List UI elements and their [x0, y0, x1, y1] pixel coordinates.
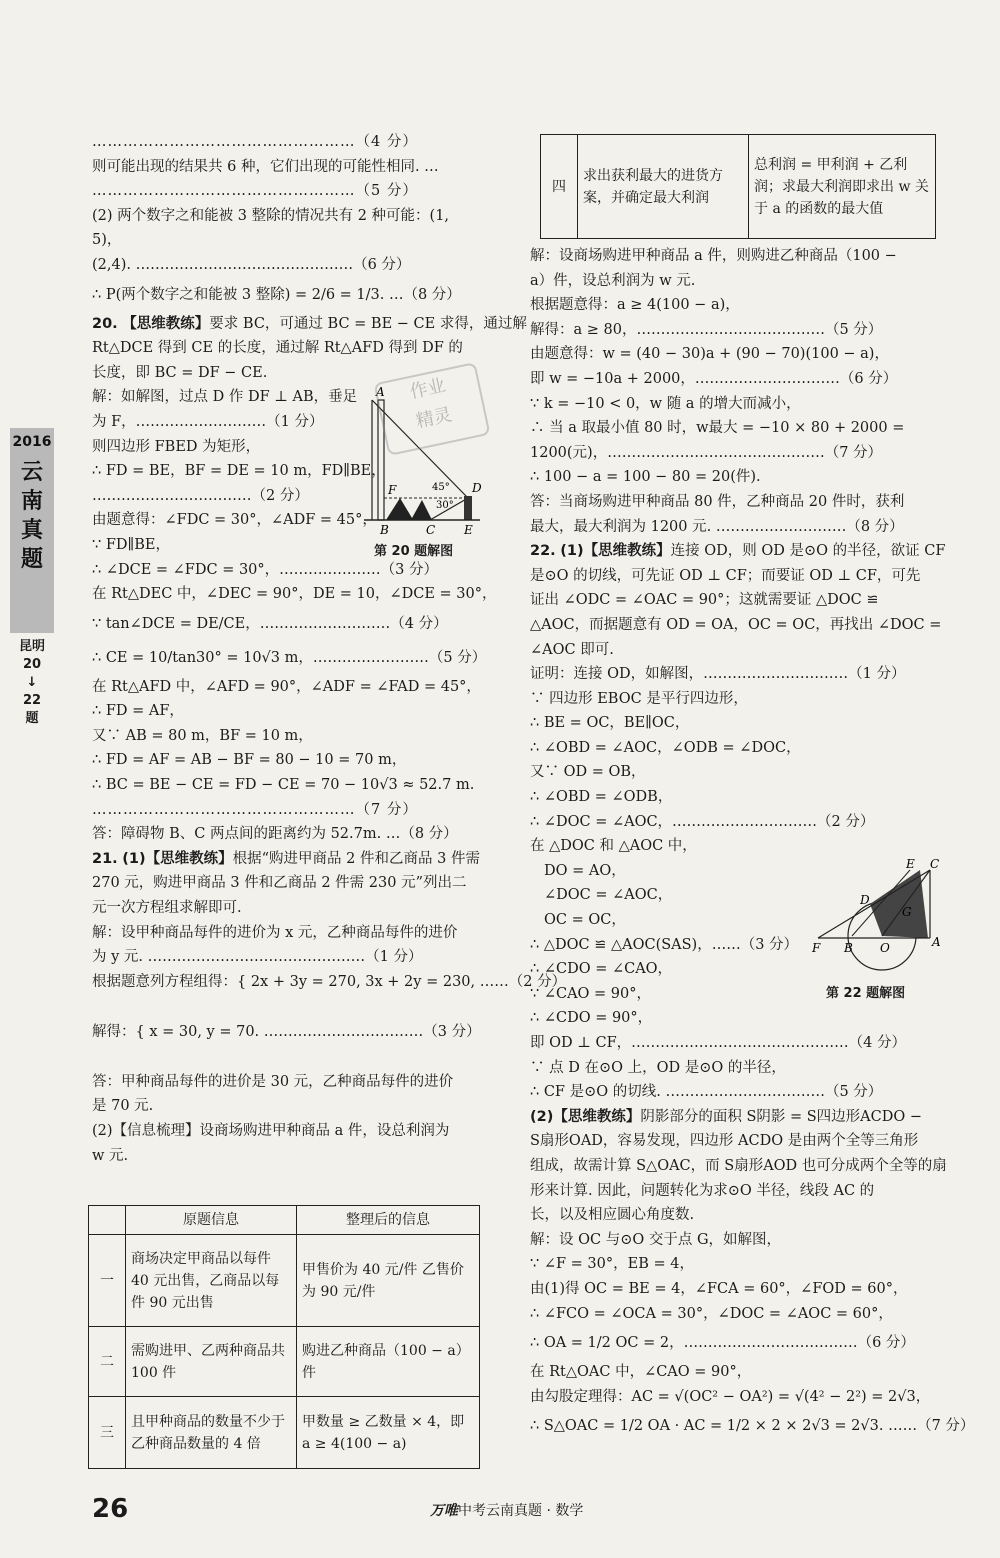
- question-number: 20.: [92, 315, 118, 332]
- page-number: 26: [92, 1494, 129, 1524]
- text-line: (2,4). ………………………………………（6 分）: [92, 256, 411, 273]
- text-line: 形来计算. 因此，问题转化为求⊙O 半径，线段 AC 的: [530, 1182, 875, 1199]
- text-line: 是 70 元.: [92, 1098, 154, 1115]
- q22-header: [530, 539, 946, 564]
- table-cell: 需购进甲、乙两种商品共 100 件: [126, 1327, 297, 1397]
- text-line: 由(1)得 OC = BE = 4，∠FCA = 60°，∠FOD = 60°，: [530, 1280, 908, 1297]
- text-line: 解：设商场购进甲种商品 a 件，则购进乙种商品（100 −: [530, 248, 897, 264]
- table-cell: 一: [89, 1235, 126, 1327]
- text-line: 为 F，………………………（1 分）: [92, 413, 324, 430]
- figure-label: E: [906, 857, 915, 871]
- text-line: ……………………………………………（5 分）: [92, 183, 418, 200]
- figure-22-shaded-region: [870, 870, 928, 938]
- table-row: [541, 135, 936, 239]
- text-line: ∴ CF 是⊙O 的切线. ……………………………（5 分）: [530, 1084, 883, 1101]
- text-line: 又∵ OD = OB，: [530, 764, 646, 781]
- figure-label: E: [464, 523, 473, 537]
- figure-label: 30°: [436, 500, 454, 511]
- text-line: ∴ S△OAC = 1/2 OA · AC = 1/2 × 2 × 2√3 = 2√3. ……（7 分）: [530, 1418, 975, 1435]
- text-line: ∴ CE = 10/tan30° = 10√3 m，……………………（5 分）: [92, 649, 487, 666]
- text-line: 5)，: [92, 232, 122, 249]
- side-tab-char: 真: [20, 518, 43, 543]
- text-line: (2)【信息梳理】设商场购进甲种商品 a 件，设总利润为: [92, 1123, 450, 1139]
- text-line: ∴ ∠DOC = ∠AOC，…………………………（2 分）: [530, 813, 875, 830]
- watermark-line: 作业: [407, 374, 448, 403]
- side-sub-line: 20: [22, 657, 42, 672]
- text-line: ∵ tan∠DCE = DE/CE，………………………（4 分）: [92, 615, 448, 632]
- figure-label: D: [472, 481, 482, 495]
- text-line: 在 △DOC 和 △AOC 中，: [530, 838, 697, 855]
- figure-20-obstacle: [386, 498, 432, 520]
- text-line: ∴ 当 a 取最小值 80 时，w最大 = −10 × 80 + 2000 =: [530, 420, 905, 437]
- text-line: ∵ k = −10 < 0，w 随 a 的增大而减小，: [530, 395, 801, 412]
- text-line: ∴ FD = BE，BF = DE = 10 m，FD∥BE，: [92, 463, 386, 480]
- info-table-part2: [540, 134, 936, 239]
- text-line: 最大，最大利润为 1200 元. ………………………（8 分）: [530, 518, 904, 535]
- thinking-tag: (2)【思维教练】: [530, 1108, 641, 1125]
- text-line: 在 Rt△OAC 中，∠CAO = 90°，: [530, 1364, 752, 1381]
- text-line: ∴ FD = AF，: [92, 703, 184, 720]
- table-row: [89, 1235, 480, 1327]
- text-line: ∵ ∠CAO = 90°，: [530, 985, 652, 1002]
- text-line: ∴ ∠CDO = 90°，: [530, 1010, 653, 1027]
- text-line: 是⊙O 的切线，可先证 OD ⊥ CF；而要证 OD ⊥ CF，可先: [530, 567, 921, 584]
- text-line: 阴影部分的面积 S阴影 = S四边形ACDO −: [640, 1108, 923, 1125]
- side-sub-line: 22: [22, 693, 42, 708]
- table-cell: 三: [89, 1397, 126, 1469]
- figure-22: [810, 856, 945, 966]
- text-line: ∠AOC 即可.: [530, 641, 614, 658]
- text-line: 即 OD ⊥ CF，………………………………………（4 分）: [530, 1035, 906, 1051]
- text-line: 由题意得：∠FDC = 30°，∠ADF = 45°，: [92, 512, 377, 529]
- figure-label: F: [388, 483, 397, 497]
- text-line: DO = AO，: [544, 862, 626, 879]
- text-line: 则可能出现的结果共 6 种，它们出现的可能性相同. …: [92, 158, 439, 175]
- text-line: ∴ ∠DCE = ∠FDC = 30°，…………………（3 分）: [92, 561, 438, 578]
- figure-22-caption: 第 22 题解图: [826, 986, 906, 1001]
- figure-20-caption: 第 20 题解图: [374, 544, 454, 559]
- text-line: ……………………………………………（7 分）: [92, 801, 418, 818]
- thinking-tag: (1)【思维教练】: [560, 543, 671, 560]
- side-subtitle: [10, 638, 54, 728]
- footer-brand: 万唯: [430, 1503, 458, 1519]
- text-line: ∴ FD = AF = AB − BF = 80 − 10 = 70 m，: [92, 752, 407, 769]
- text-line: (2) 两个数字之和能被 3 整除的情况共有 2 种可能：(1,: [92, 207, 450, 224]
- text-line: ∵ 点 D 在⊙O 上，OD 是⊙O 的半径，: [530, 1059, 786, 1076]
- figure-label: A: [932, 935, 941, 949]
- text-line: 解：设甲种商品每件的进价为 x 元，乙种商品每件的进价: [92, 924, 458, 941]
- question-number: 22.: [530, 543, 556, 560]
- text-line: ∴ ∠OBD = ∠ODB，: [530, 789, 673, 806]
- table-cell: 四: [541, 135, 578, 239]
- table-header-cell: 原题信息: [126, 1206, 297, 1235]
- text-line: 答：障碍物 B、C 两点间的距离约为 52.7m. …（8 分）: [92, 826, 458, 843]
- side-tab-char: 题: [20, 547, 43, 572]
- figure-20-pole: [464, 496, 472, 520]
- text-line: 元一次方程组求解即可.: [92, 900, 242, 917]
- text-line: 长，以及相应圆心角度数.: [530, 1207, 695, 1224]
- q21-header: [92, 847, 484, 872]
- table-row: [89, 1327, 480, 1397]
- figure-label: O: [880, 941, 890, 955]
- table-cell: 甲数量 ≥ 乙数量 × 4，即 a ≥ 4(100 − a): [297, 1397, 480, 1469]
- side-tab-char: 云: [20, 460, 43, 485]
- text-line: ∵ FD∥BE，: [92, 536, 170, 553]
- text-line: 答：甲种商品每件的进价是 30 元，乙种商品每件的进价: [92, 1073, 454, 1090]
- text-line: 连接 OD，则 OD 是⊙O 的半径，欲证 CF: [670, 543, 946, 560]
- figure-label: B: [844, 941, 853, 955]
- watermark-line: 精灵: [414, 404, 454, 433]
- text-line: w 元.: [92, 1147, 129, 1164]
- figure-label: D: [860, 893, 870, 907]
- text-line: 答：当商场购进甲种商品 80 件，乙种商品 20 件时，获利: [530, 493, 905, 510]
- table-cell: 购进乙种商品（100 − a）件: [297, 1327, 480, 1397]
- text-line: ∴ P(两个数字之和能被 3 整除) = 2/6 = 1/3. …（8 分）: [92, 286, 461, 303]
- text-line: 解得：a ≥ 80，…………………………………（5 分）: [530, 321, 883, 338]
- text-line: ……………………………（2 分）: [92, 487, 309, 504]
- text-line: 即 w = −10a + 2000，…………………………（6 分）: [530, 370, 898, 387]
- footer-title: [430, 1500, 583, 1520]
- table-row: [89, 1397, 480, 1469]
- text-line: 根据题意列方程组得：{ 2x + 3y = 270, 3x + 2y = 230, ……（2 分）: [92, 973, 567, 990]
- text-line: ∴ BC = BE − CE = FD − CE = 70 − 10√3 ≈ 52.7 m.: [92, 777, 475, 794]
- table-cell: 求出获利最大的进货方案，并确定最大利润: [578, 135, 749, 239]
- text-line: 解：如解图，过点 D 作 DF ⊥ AB，垂足: [92, 389, 358, 406]
- side-sub-line: 题: [25, 711, 39, 726]
- table-cell: 商场决定甲商品以每件 40 元出售，乙商品以每件 90 元出售: [126, 1235, 297, 1327]
- text-line: 解得：{ x = 30, y = 70. ……………………………（3 分）: [92, 1023, 481, 1040]
- thinking-tag: (1)【思维教练】: [122, 850, 233, 867]
- right-column: [530, 244, 975, 1443]
- text-line: ∴ ∠CDO = ∠CAO，: [530, 961, 673, 978]
- text-line: 要求 BC，可通过 BC = BE − CE 求得，通过解: [209, 315, 527, 332]
- figure-label: F: [812, 941, 821, 955]
- text-line: ∴ 100 − a = 100 − 80 = 20(件).: [530, 469, 761, 486]
- text-line: △AOC，而据题意有 OD = OA，OC = OC，再找出 ∠DOC =: [530, 616, 942, 633]
- text-line: S扇形OAD，容易发现，四边形 ACDO 是由两个全等三角形: [530, 1133, 919, 1150]
- table-cell: 且甲种商品的数量不少于乙种商品数量的 4 倍: [126, 1397, 297, 1469]
- text-line: ∵ 四边形 EBOC 是平行四边形，: [530, 690, 748, 707]
- table-cell: 总利润 = 甲利润 + 乙利润；求最大利润即求出 w 关于 a 的函数的最大值: [749, 135, 936, 239]
- side-tab-year: 2016: [12, 434, 52, 450]
- side-sub-line: ↓: [26, 675, 38, 690]
- text-line: 解：设 OC 与⊙O 交于点 G，如解图，: [530, 1231, 782, 1248]
- figure-label: A: [376, 385, 385, 399]
- text-line: 证明：连接 OD，如解图，…………………………（1 分）: [530, 666, 906, 683]
- side-tab: [10, 428, 54, 633]
- text-line: ∵ ∠F = 30°，EB = 4，: [530, 1256, 694, 1273]
- table-cell: 甲售价为 40 元/件 乙售价为 90 元/件: [297, 1235, 480, 1327]
- text-line: a）件，设总利润为 w 元.: [530, 272, 696, 289]
- text-line: ……………………………………………（4 分）: [92, 134, 418, 150]
- text-line: 为 y 元. ………………………………………（1 分）: [92, 949, 423, 966]
- side-sub-line: 昆明: [18, 639, 45, 654]
- text-line: ∴ ∠OBD = ∠AOC，∠ODB = ∠DOC，: [530, 739, 801, 756]
- table-cell: 二: [89, 1327, 126, 1397]
- question-number: 21.: [92, 850, 118, 867]
- text-line: ∴ OA = 1/2 OC = 2，………………………………（6 分）: [530, 1335, 915, 1352]
- text-line: ∠DOC = ∠AOC，: [544, 887, 673, 904]
- text-line: 长度，即 BC = DF − CE.: [92, 364, 268, 381]
- figure-label: C: [426, 523, 436, 537]
- q20-header: [92, 312, 527, 337]
- text-line: 在 Rt△DEC 中，∠DEC = 90°，DE = 10，∠DCE = 30°，: [92, 586, 497, 603]
- text-line: 在 Rt△AFD 中，∠AFD = 90°，∠ADF = ∠FAD = 45°，: [92, 678, 481, 695]
- text-line: 根据题意得：a ≥ 4(100 − a)，: [530, 297, 740, 314]
- table-header-cell: 整理后的信息: [297, 1206, 480, 1235]
- text-line: 则四边形 FBED 为矩形，: [92, 438, 261, 455]
- text-line: 由题意得：w = (40 − 30)a + (90 − 70)(100 − a)，: [530, 346, 889, 363]
- text-line: 270 元，购进甲商品 3 件和乙商品 2 件需 230 元”列出二: [92, 875, 467, 892]
- figure-label: C: [930, 857, 940, 871]
- side-tab-char: 南: [20, 489, 43, 514]
- q22-part2-header: [530, 1105, 938, 1130]
- figure-label: G: [902, 905, 912, 919]
- thinking-tag: 【思维教练】: [122, 315, 210, 332]
- text-line: ∴ △DOC ≌ △AOC(SAS)，……（3 分）: [530, 936, 799, 953]
- text-line: 1200(元)，………………………………………（7 分）: [530, 444, 883, 461]
- figure-label: 45°: [432, 482, 450, 493]
- text-line: 组成，故需计算 S△OAC，而 S扇形AOD 也可分成两个全等的扇: [530, 1157, 947, 1174]
- text-line: Rt△DCE 得到 CE 的长度，通过解 Rt△AFD 得到 DF 的: [92, 340, 463, 357]
- info-table-part1: [88, 1205, 480, 1469]
- text-line: 由勾股定理得：AC = √(OC² − OA²) = √(4² − 2²) = 2√3，: [530, 1388, 931, 1405]
- text-line: 证出 ∠ODC = ∠OAC = 90°；这就需要证 △DOC ≌: [530, 592, 879, 609]
- figure-label: B: [380, 523, 389, 537]
- text-line: OC = OC，: [544, 912, 626, 929]
- footer-book-title: 中考云南真题 · 数学: [458, 1503, 584, 1519]
- text-line: ∴ BE = OC，BE∥OC，: [530, 715, 690, 732]
- text-line: 根据“购进甲商品 2 件和乙商品 3 件需: [232, 850, 480, 867]
- text-line: ∴ ∠FCO = ∠OCA = 30°，∠DOC = ∠AOC = 60°，: [530, 1305, 893, 1322]
- table-header-cell: [89, 1206, 126, 1235]
- table-header-row: [89, 1206, 480, 1235]
- text-line: 又∵ AB = 80 m，BF = 10 m，: [92, 727, 313, 744]
